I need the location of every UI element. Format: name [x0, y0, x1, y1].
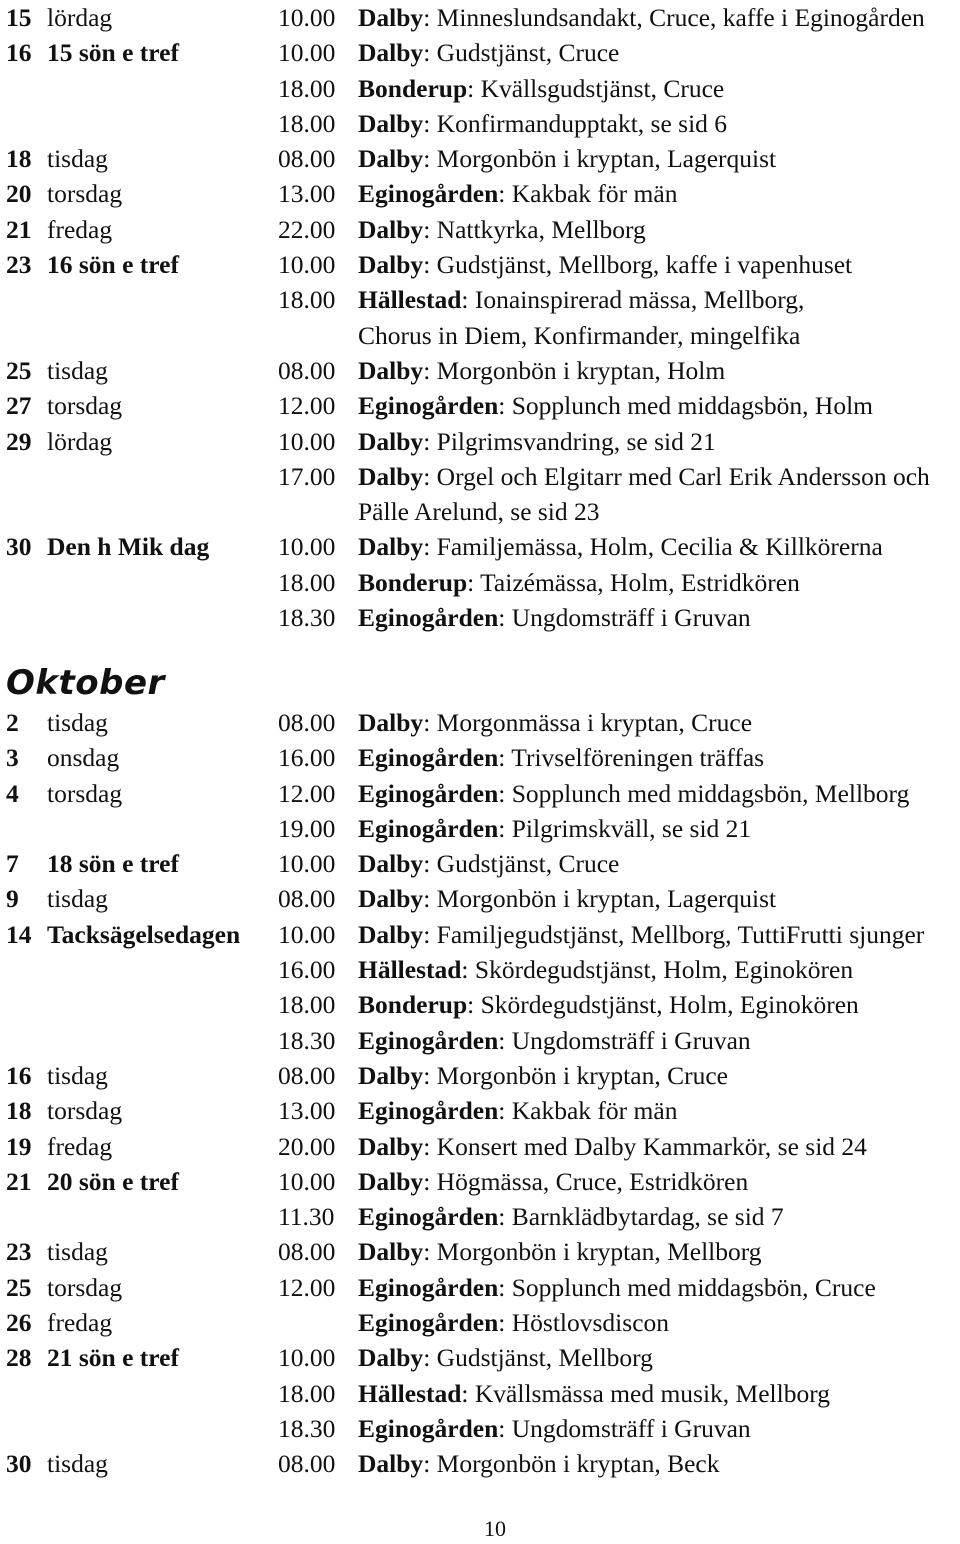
event-day: 28	[6, 1343, 32, 1373]
event-details	[358, 529, 883, 564]
event-description: Chorus in Diem, Konfirmander, mingelfika	[358, 320, 801, 350]
location-separator: :	[423, 919, 437, 949]
event-time: 13.00	[278, 1096, 336, 1126]
event-weekday: tisdag	[47, 144, 108, 174]
event-details	[358, 1023, 751, 1058]
event-location: Bonderup	[358, 990, 468, 1020]
event-description: Ionainspirerad mässa, Mellborg,	[474, 285, 805, 315]
event-description: Morgonbön i kryptan, Lagerquist	[436, 144, 777, 174]
event-weekday: tisdag	[47, 1449, 108, 1479]
location-separator: :	[498, 179, 512, 209]
event-location: Eginogården	[358, 1413, 499, 1443]
event-time: 10.00	[278, 250, 336, 280]
event-details	[358, 1199, 784, 1234]
event-location: Hällestad	[358, 1378, 462, 1408]
event-weekday: torsdag	[47, 778, 123, 808]
event-row	[0, 846, 960, 881]
event-details	[358, 1305, 669, 1340]
event-time: 18.00	[278, 990, 336, 1020]
event-weekday: lördag	[47, 3, 113, 32]
event-row	[0, 212, 960, 247]
event-description: Sopplunch med middagsbön, Cruce	[511, 1272, 876, 1302]
event-details	[358, 176, 677, 211]
event-row	[0, 1058, 960, 1093]
event-time: 18.30	[278, 603, 336, 633]
event-description: Pälle Arelund, se sid 23	[358, 497, 600, 527]
event-time: 11.30	[278, 1202, 335, 1232]
event-description: Konfirmandupptakt, se sid 6	[436, 108, 728, 138]
event-day: 15	[6, 3, 32, 32]
event-details	[358, 811, 751, 846]
event-row	[0, 106, 960, 141]
event-details	[358, 1446, 720, 1481]
oktober-events	[0, 705, 960, 1482]
event-description: Gudstjänst, Mellborg	[436, 1343, 653, 1373]
event-time: 16.00	[278, 955, 336, 985]
event-location: Hällestad	[358, 285, 462, 315]
event-time: 08.00	[278, 144, 336, 174]
location-separator: :	[423, 461, 437, 491]
location-separator: :	[498, 1096, 512, 1126]
event-weekday: torsdag	[47, 391, 123, 421]
event-location: Eginogården	[358, 1202, 499, 1232]
event-description: Höstlovsdiscon	[511, 1308, 670, 1338]
event-location: Eginogården	[358, 391, 499, 421]
event-row	[0, 0, 960, 35]
event-time: 13.00	[278, 179, 336, 209]
event-day: 21	[6, 1166, 32, 1196]
location-separator: :	[467, 73, 481, 103]
event-time: 10.00	[278, 532, 336, 562]
event-details	[358, 459, 930, 494]
event-row	[0, 318, 960, 353]
event-weekday: torsdag	[47, 179, 123, 209]
event-row	[0, 71, 960, 106]
event-time: 22.00	[278, 214, 336, 244]
event-row	[0, 1023, 960, 1058]
event-row	[0, 282, 960, 317]
event-location: Dalby	[358, 144, 424, 174]
location-separator: :	[423, 1237, 437, 1267]
event-day: 29	[6, 426, 32, 456]
event-location: Dalby	[358, 1449, 424, 1479]
event-description: Kvällsgudstjänst, Cruce	[480, 73, 725, 103]
event-row	[0, 1376, 960, 1411]
event-row	[0, 917, 960, 952]
event-details	[358, 1340, 653, 1375]
event-description: Morgonbön i kryptan, Beck	[436, 1449, 720, 1479]
event-description: Minneslundsandakt, Cruce, kaffe i Eginogården	[436, 3, 925, 32]
event-weekday: tisdag	[47, 355, 108, 385]
event-time: 10.00	[278, 426, 336, 456]
event-row	[0, 494, 960, 529]
event-time: 19.00	[278, 813, 336, 843]
event-row	[0, 1446, 960, 1481]
event-details	[358, 776, 909, 811]
event-time: 08.00	[278, 1237, 336, 1267]
event-details	[358, 388, 873, 423]
location-separator: :	[498, 391, 512, 421]
event-description: Skördegudstjänst, Holm, Eginokören	[474, 955, 854, 985]
event-weekday: torsdag	[47, 1096, 123, 1126]
location-separator: :	[498, 778, 512, 808]
event-row	[0, 987, 960, 1022]
event-weekday: tisdag	[47, 1237, 108, 1267]
event-weekday: Tacksägelsedagen	[47, 919, 241, 949]
event-time: 18.00	[278, 108, 336, 138]
event-location: Dalby	[358, 1131, 424, 1161]
event-time: 18.00	[278, 285, 336, 315]
event-time: 08.00	[278, 884, 336, 914]
event-description: Gudstjänst, Cruce	[436, 849, 620, 879]
event-location: Dalby	[358, 849, 424, 879]
event-location: Dalby	[358, 1343, 424, 1373]
event-location: Eginogården	[358, 603, 499, 633]
event-description: Kakbak för män	[511, 179, 678, 209]
event-row	[0, 1129, 960, 1164]
event-weekday: tisdag	[47, 708, 108, 737]
event-details	[358, 318, 800, 353]
event-description: Ungdomsträff i Gruvan	[511, 603, 751, 633]
location-separator: :	[498, 1202, 512, 1232]
event-description: Högmässa, Cruce, Estridkören	[436, 1166, 749, 1196]
event-time: 10.00	[278, 1343, 336, 1373]
event-description: Pilgrimskväll, se sid 21	[511, 813, 752, 843]
event-location: Eginogården	[358, 1272, 499, 1302]
event-row	[0, 176, 960, 211]
event-weekday: tisdag	[47, 884, 108, 914]
event-row	[0, 881, 960, 916]
location-separator: :	[467, 567, 481, 597]
location-separator: :	[461, 955, 475, 985]
event-description: Ungdomsträff i Gruvan	[511, 1025, 751, 1055]
event-time: 17.00	[278, 461, 336, 491]
event-details	[358, 705, 752, 740]
event-location: Dalby	[358, 3, 424, 32]
event-location: Bonderup	[358, 73, 468, 103]
event-location: Eginogården	[358, 1025, 499, 1055]
event-row	[0, 740, 960, 775]
event-description: Konsert med Dalby Kammarkör, se sid 24	[436, 1131, 867, 1161]
event-location: Dalby	[358, 919, 424, 949]
event-row	[0, 1234, 960, 1269]
location-separator: :	[423, 426, 437, 456]
event-day: 30	[6, 1449, 32, 1479]
event-row	[0, 459, 960, 494]
event-location: Dalby	[358, 250, 424, 280]
event-location: Dalby	[358, 884, 424, 914]
event-day: 9	[6, 884, 19, 914]
event-time: 10.00	[278, 919, 336, 949]
location-separator: :	[498, 603, 512, 633]
event-location: Dalby	[358, 1166, 424, 1196]
event-location: Eginogården	[358, 743, 499, 773]
event-location: Bonderup	[358, 567, 468, 597]
event-description: Familjegudstjänst, Mellborg, TuttiFrutti sjunger	[436, 919, 925, 949]
event-description: Morgonbön i kryptan, Cruce	[436, 1060, 728, 1090]
event-description: Kakbak för män	[511, 1096, 678, 1126]
event-description: Kvällsmässa med musik, Mellborg	[474, 1378, 830, 1408]
event-details	[358, 917, 924, 952]
event-row	[0, 776, 960, 811]
event-day: 23	[6, 250, 32, 280]
event-day: 4	[6, 778, 19, 808]
event-details	[358, 565, 800, 600]
event-description: Gudstjänst, Cruce	[436, 38, 620, 68]
event-location: Dalby	[358, 708, 424, 737]
event-row	[0, 811, 960, 846]
event-details	[358, 740, 764, 775]
location-separator: :	[498, 1272, 512, 1302]
event-details	[358, 1234, 762, 1269]
event-weekday: tisdag	[47, 1060, 108, 1090]
event-details	[358, 353, 725, 388]
event-details	[358, 1058, 728, 1093]
event-time: 08.00	[278, 1449, 336, 1479]
event-details	[358, 424, 716, 459]
event-day: 23	[6, 1237, 32, 1267]
event-time: 10.00	[278, 849, 336, 879]
event-location: Dalby	[358, 1060, 424, 1090]
event-time: 18.00	[278, 1378, 336, 1408]
event-time: 18.30	[278, 1025, 336, 1055]
event-location: Eginogården	[358, 179, 499, 209]
event-details	[358, 1411, 751, 1446]
event-row	[0, 1199, 960, 1234]
location-separator: :	[461, 1378, 475, 1408]
event-time: 10.00	[278, 1166, 336, 1196]
event-description: Gudstjänst, Mellborg, kaffe i vapenhuset	[436, 250, 853, 280]
event-day: 27	[6, 391, 32, 421]
event-time: 10.00	[278, 38, 336, 68]
event-details	[358, 600, 751, 635]
event-time: 20.00	[278, 1131, 336, 1161]
event-weekday: torsdag	[47, 1272, 123, 1302]
event-day: 18	[6, 144, 32, 174]
event-location: Dalby	[358, 1237, 424, 1267]
event-details	[358, 106, 727, 141]
event-details	[358, 952, 853, 987]
event-day: 16	[6, 38, 32, 68]
event-time: 18.00	[278, 567, 336, 597]
event-time: 16.00	[278, 743, 336, 773]
location-separator: :	[423, 108, 437, 138]
event-details	[358, 846, 619, 881]
event-time: 08.00	[278, 355, 336, 385]
event-day: 7	[6, 849, 19, 879]
event-description: Taizémässa, Holm, Estridkören	[480, 567, 800, 597]
event-location: Dalby	[358, 461, 424, 491]
event-location: Dalby	[358, 214, 424, 244]
event-weekday: fredag	[47, 214, 113, 244]
event-day: 16	[6, 1060, 32, 1090]
event-day: 25	[6, 355, 32, 385]
event-day: 25	[6, 1272, 32, 1302]
event-day: 26	[6, 1308, 32, 1338]
event-location: Dalby	[358, 532, 424, 562]
location-separator: :	[467, 990, 481, 1020]
event-row	[0, 35, 960, 70]
location-separator: :	[498, 1413, 512, 1443]
event-location: Eginogården	[358, 813, 499, 843]
event-row	[0, 1305, 960, 1340]
event-time: 12.00	[278, 391, 336, 421]
event-description: Ungdomsträff i Gruvan	[511, 1413, 751, 1443]
event-day: 3	[6, 743, 19, 773]
event-row	[0, 1411, 960, 1446]
event-time: 10.00	[278, 3, 336, 32]
event-weekday: Den h Mik dag	[47, 532, 210, 562]
location-separator: :	[423, 144, 437, 174]
event-weekday: 16 sön e tref	[47, 250, 179, 280]
event-time: 18.00	[278, 73, 336, 103]
location-separator: :	[423, 1166, 437, 1196]
page-number: 10	[484, 1516, 506, 1541]
event-description: Trivselföreningen träffas	[511, 743, 765, 773]
location-separator: :	[423, 1343, 437, 1373]
event-row	[0, 705, 960, 740]
event-row	[0, 388, 960, 423]
event-weekday: 15 sön e tref	[47, 38, 179, 68]
event-description: Skördegudstjänst, Holm, Eginokören	[480, 990, 859, 1020]
event-details	[358, 1270, 876, 1305]
event-time: 18.30	[278, 1413, 336, 1443]
event-row	[0, 565, 960, 600]
event-day: 20	[6, 179, 32, 209]
location-separator: :	[423, 532, 437, 562]
location-separator: :	[423, 355, 437, 385]
event-row	[0, 1270, 960, 1305]
event-description: Pilgrimsvandring, se sid 21	[436, 426, 716, 456]
location-separator: :	[423, 884, 437, 914]
event-details	[358, 212, 646, 247]
event-weekday: 18 sön e tref	[47, 849, 179, 879]
september-events	[0, 0, 960, 635]
event-details	[358, 1164, 748, 1199]
event-row	[0, 600, 960, 635]
event-row	[0, 1093, 960, 1128]
event-description: Orgel och Elgitarr med Carl Erik Andersson och	[436, 461, 930, 491]
event-location: Eginogården	[358, 1308, 499, 1338]
event-row	[0, 353, 960, 388]
event-day: 2	[6, 708, 19, 737]
event-description: Sopplunch med middagsbön, Mellborg	[511, 778, 910, 808]
event-description: Barnklädbytardag, se sid 7	[511, 1202, 784, 1232]
event-description: Familjemässa, Holm, Cecilia & Killkörerna	[436, 532, 883, 562]
location-separator: :	[423, 849, 437, 879]
event-details	[358, 881, 776, 916]
event-row	[0, 952, 960, 987]
event-location: Eginogården	[358, 778, 499, 808]
event-weekday: 21 sön e tref	[47, 1343, 179, 1373]
event-details	[358, 282, 804, 317]
location-separator: :	[498, 743, 512, 773]
event-description: Nattkyrka, Mellborg	[436, 214, 646, 244]
event-time: 12.00	[278, 778, 336, 808]
event-weekday: fredag	[47, 1308, 113, 1338]
event-description: Morgonbön i kryptan, Lagerquist	[436, 884, 777, 914]
event-time: 08.00	[278, 708, 336, 737]
event-description: Morgonbön i kryptan, Holm	[436, 355, 726, 385]
event-time: 12.00	[278, 1272, 336, 1302]
event-day: 18	[6, 1096, 32, 1126]
event-location: Dalby	[358, 355, 424, 385]
event-details	[358, 141, 776, 176]
event-row	[0, 424, 960, 459]
event-details	[358, 0, 925, 35]
event-details	[358, 1376, 830, 1411]
event-weekday: onsdag	[47, 743, 120, 773]
location-separator: :	[498, 813, 512, 843]
event-location: Hällestad	[358, 955, 462, 985]
event-row	[0, 529, 960, 564]
event-description: Sopplunch med middagsbön, Holm	[511, 391, 873, 421]
event-row	[0, 1164, 960, 1199]
event-details	[358, 1129, 867, 1164]
event-weekday: lördag	[47, 426, 113, 456]
location-separator: :	[423, 214, 437, 244]
event-details	[358, 494, 600, 529]
location-separator: :	[423, 708, 437, 737]
event-location: Dalby	[358, 108, 424, 138]
event-day: 30	[6, 532, 32, 562]
event-day: 14	[6, 919, 32, 949]
location-separator: :	[423, 3, 437, 32]
location-separator: :	[423, 38, 437, 68]
event-description: Morgonmässa i kryptan, Cruce	[436, 708, 753, 737]
event-weekday: fredag	[47, 1131, 113, 1161]
event-row	[0, 1340, 960, 1375]
event-details	[358, 987, 859, 1022]
event-day: 21	[6, 214, 32, 244]
event-description: Morgonbön i kryptan, Mellborg	[436, 1237, 762, 1267]
event-weekday: 20 sön e tref	[47, 1166, 179, 1196]
event-row	[0, 247, 960, 282]
event-day: 19	[6, 1131, 32, 1161]
event-location: Dalby	[358, 38, 424, 68]
event-details	[358, 1093, 677, 1128]
location-separator: :	[423, 1060, 437, 1090]
location-separator: :	[423, 1449, 437, 1479]
location-separator: :	[461, 285, 475, 315]
event-location: Eginogården	[358, 1096, 499, 1126]
location-separator: :	[423, 1131, 437, 1161]
event-details	[358, 35, 619, 70]
location-separator: :	[423, 250, 437, 280]
location-separator: :	[498, 1308, 512, 1338]
event-details	[358, 247, 852, 282]
event-details	[358, 71, 724, 106]
event-row	[0, 141, 960, 176]
event-time: 08.00	[278, 1060, 336, 1090]
event-location: Dalby	[358, 426, 424, 456]
month-heading-oktober: Oktober	[6, 663, 165, 703]
location-separator: :	[498, 1025, 512, 1055]
